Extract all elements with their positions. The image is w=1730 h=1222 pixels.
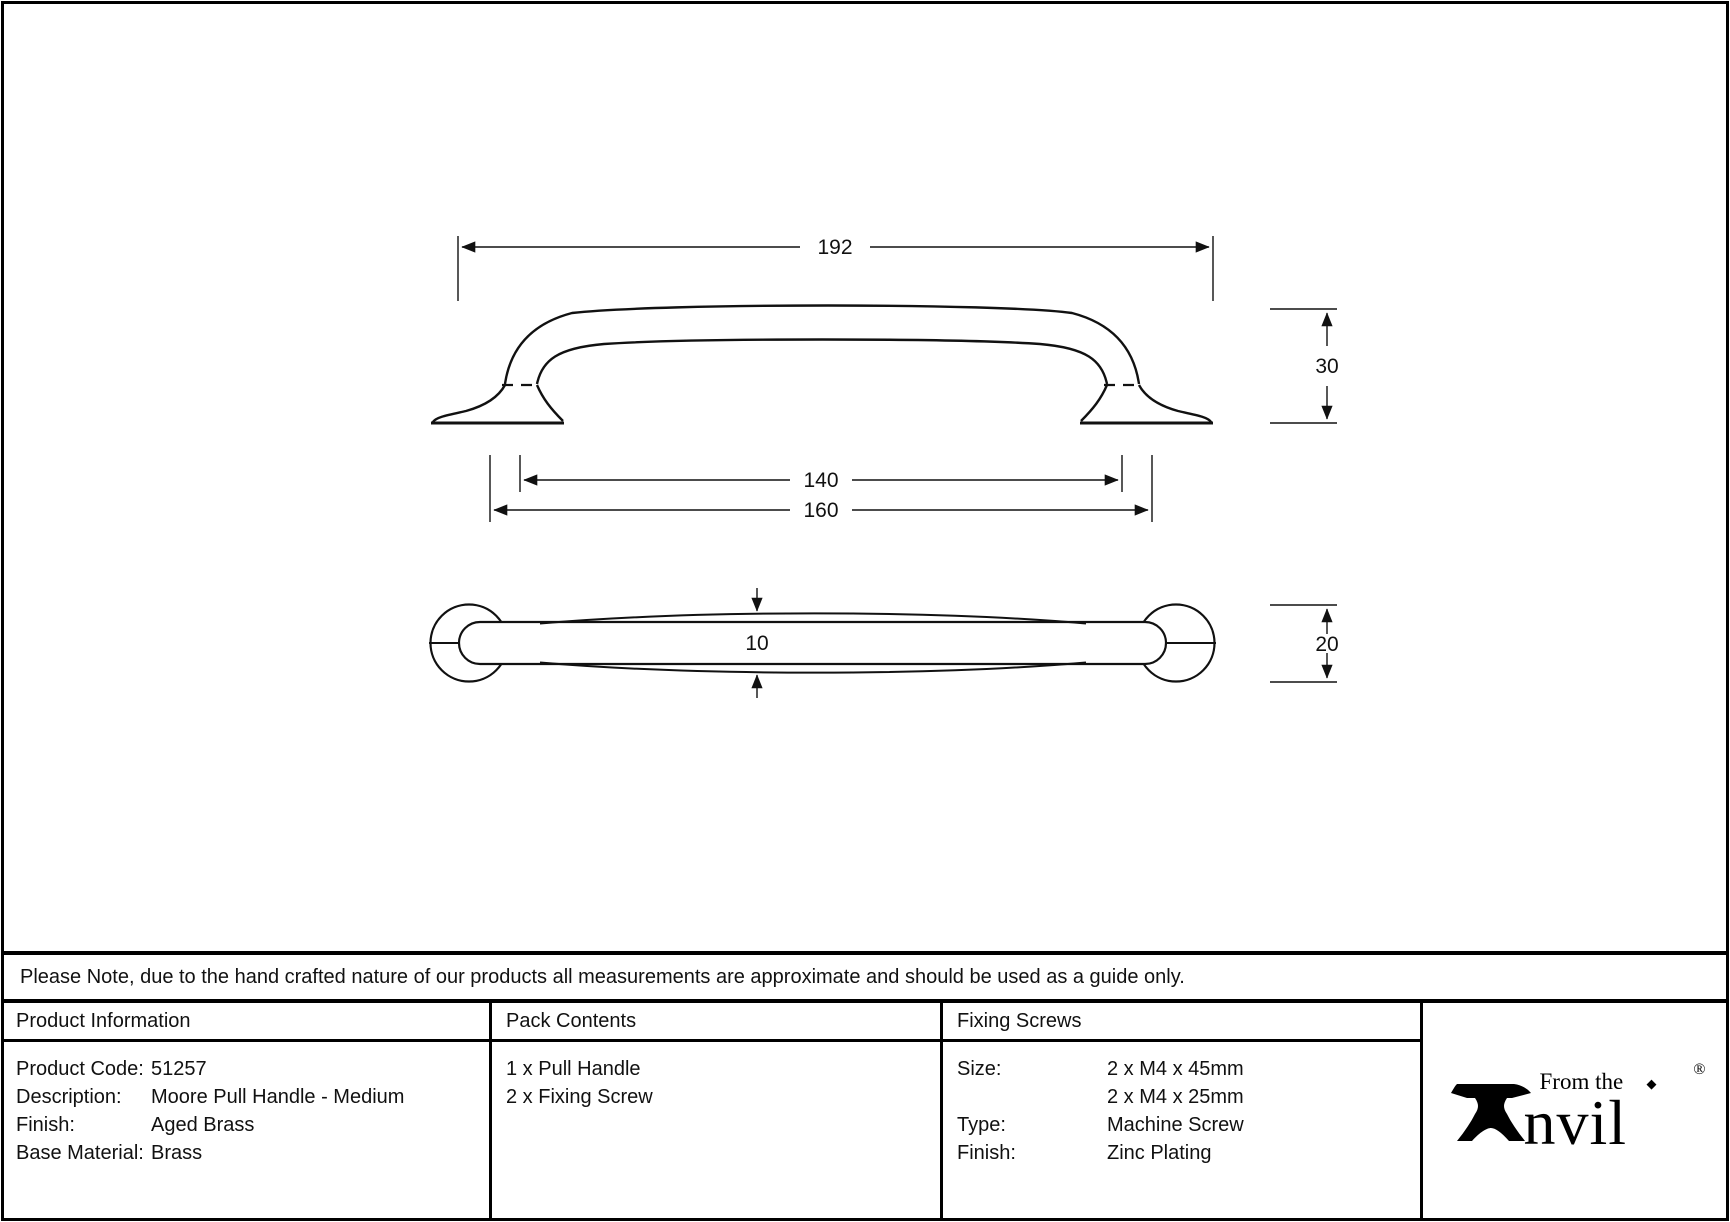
- row-value: 51257: [151, 1057, 207, 1080]
- from-the-anvil-logo: [1450, 1060, 1706, 1158]
- row-value: Brass: [151, 1141, 203, 1164]
- table-row: [2, 1083, 489, 1111]
- row-label: Type:: [957, 1113, 1006, 1136]
- pack-item: 2 x Fixing Screw: [506, 1085, 653, 1108]
- right-foot-outline: [1139, 385, 1211, 422]
- row-value: Machine Screw: [1107, 1113, 1244, 1136]
- logo-prefix-text: From the: [1539, 1068, 1624, 1094]
- right-foot-outline: [1081, 385, 1107, 421]
- anvil-icon: [1450, 1083, 1532, 1143]
- dimension-label-160: 160: [803, 499, 839, 522]
- pack-contents-header: Pack Contents: [492, 1003, 940, 1042]
- brand-logo-cell: [1423, 1003, 1728, 1220]
- dimension-label-10: 10: [745, 632, 769, 655]
- registered-trademark-icon: ®: [1693, 1060, 1706, 1078]
- dimension-label-140: 140: [803, 469, 839, 492]
- table-row: [2, 1055, 489, 1083]
- product-information-header: Product Information: [2, 1003, 489, 1042]
- table-row: [943, 1055, 1420, 1083]
- plan-view: [429, 605, 1216, 682]
- row-label: Description:: [16, 1085, 122, 1108]
- table-row: [943, 1083, 1420, 1111]
- table-row: [2, 1139, 489, 1167]
- table-row: [943, 1139, 1420, 1167]
- row-label: Finish:: [16, 1113, 75, 1136]
- row-value: 2 x M4 x 25mm: [1107, 1085, 1244, 1108]
- table-row: [492, 1083, 940, 1111]
- logo-diamond-icon: ◆: [1646, 1075, 1657, 1091]
- spec-table: [2, 1003, 1728, 1220]
- table-row: [492, 1055, 940, 1083]
- table-row: [2, 1111, 489, 1139]
- measurement-note-text: Please Note, due to the hand crafted nature of our products all measurements are approximate and should be used as a guide only.: [20, 965, 1185, 988]
- row-label: Base Material:: [16, 1141, 144, 1164]
- logo-brand-text: nvil: [1523, 1086, 1628, 1158]
- row-value: Moore Pull Handle - Medium: [151, 1085, 405, 1108]
- measurement-note-row: [2, 951, 1728, 1003]
- row-value: Aged Brass: [151, 1113, 255, 1136]
- row-label: Finish:: [957, 1141, 1016, 1164]
- grip-plan-outline: [459, 622, 1166, 664]
- pack-item: 1 x Pull Handle: [506, 1057, 641, 1080]
- fixing-screws-column: [943, 1003, 1423, 1220]
- table-row: [943, 1111, 1420, 1139]
- left-foot-outline: [433, 385, 505, 422]
- handle-inner-edge: [537, 340, 1107, 385]
- left-foot-outline: [537, 385, 563, 421]
- row-label: Size:: [957, 1057, 1002, 1080]
- dimension-label-30: 30: [1315, 355, 1339, 378]
- product-information-column: [2, 1003, 492, 1220]
- dimension-label-20: 20: [1315, 633, 1339, 656]
- row-label: Product Code:: [16, 1057, 144, 1080]
- pack-contents-column: [492, 1003, 943, 1220]
- fixing-screws-header: Fixing Screws: [943, 1003, 1420, 1042]
- row-value: Zinc Plating: [1107, 1141, 1212, 1164]
- row-value: 2 x M4 x 45mm: [1107, 1057, 1244, 1080]
- front-elevation-view: [431, 306, 1213, 424]
- dimension-label-192: 192: [817, 236, 853, 259]
